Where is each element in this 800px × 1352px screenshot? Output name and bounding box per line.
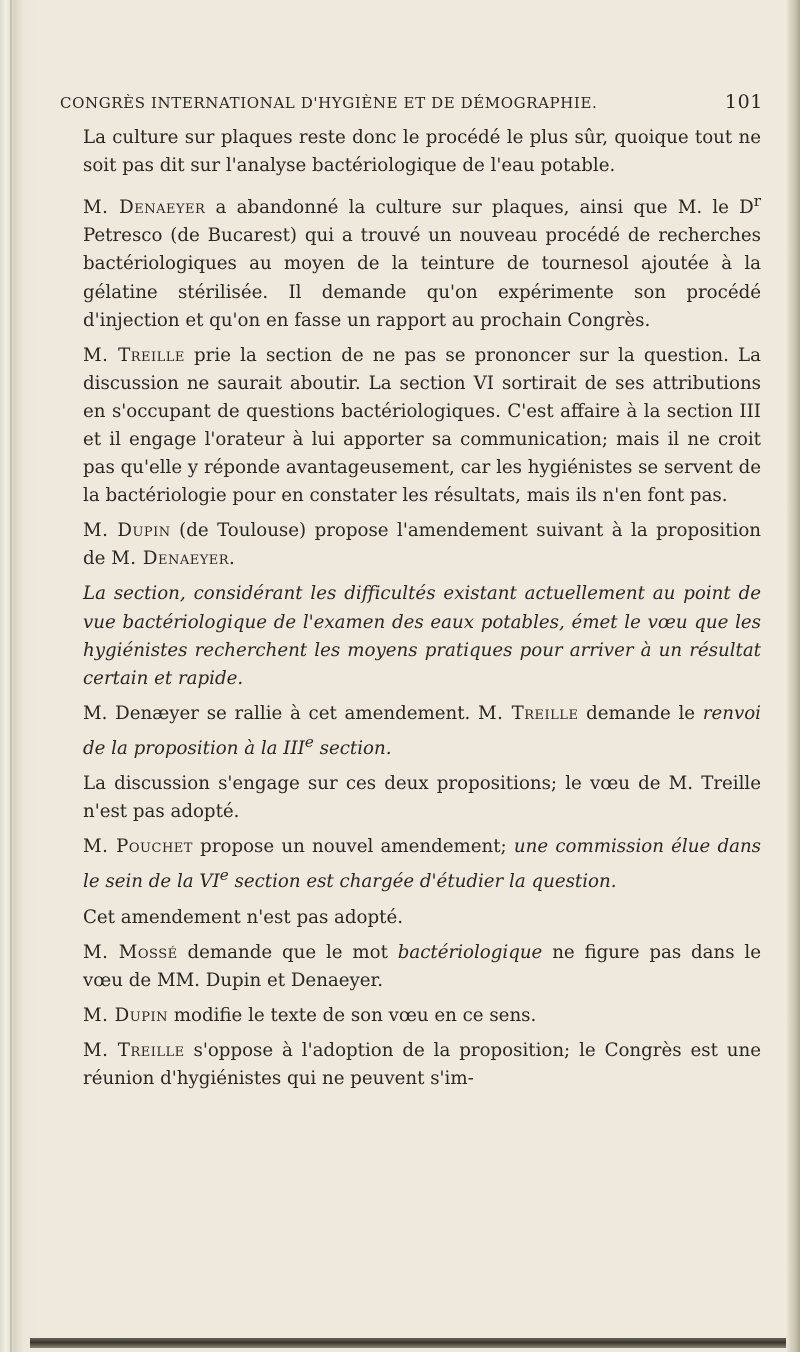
speaker-name: M. Treille: [478, 702, 579, 724]
paragraph-12: M. Treille s'oppose à l'adoption de la proposition; le Congrès est une réunion d'hygiénistes qui ne peuvent s'im-: [83, 1039, 761, 1089]
running-header-title: CONGRÈS INTERNATIONAL D'HYGIÈNE ET DE DÉMOGRAPHIE.: [60, 94, 598, 112]
book-spine-shadow: [0, 0, 42, 1352]
page-gutter-line: [10, 0, 12, 1352]
speaker-name: M. Treille: [83, 1039, 185, 1061]
body-text: [83, 124, 761, 1093]
paragraph-1: La culture sur plaques reste donc le procédé le plus sûr, quoique tout ne soit pas dit sur l'analyse bactériologique de l'eau potable.: [83, 127, 761, 177]
speaker-name: M. Dupin: [83, 1004, 168, 1026]
speaker-name: M. Denaeyer: [83, 197, 206, 219]
paragraph-4: M. Dupin (de Toulouse) propose l'amendement suivant à la proposition de M. Denaeyer.: [83, 520, 761, 570]
paragraph-6: M. Denæyer se rallie à cet amendement. M. Treille demande le renvoi de la proposition à la IIIe section.: [83, 702, 761, 759]
paragraph-2: M. Denaeyer a abandonné la culture sur plaques, ainsi que M. le $D^r$ Petresco (de Bucarest) qui a trouvé un nouveau procédé de recherches bactériologiques au moyen de la teinture de tournesol ajoutée à la gélatine stérilisée. Il demande qu'on expérimente son procédé d'injection et qu'on en fasse un rapport au prochain Congrès.: [83, 192, 761, 331]
speaker-name: M. Dupin: [83, 520, 171, 542]
speaker-name: M. Denaeyer.: [111, 548, 236, 570]
paragraph-7: La discussion s'engage sur ces deux propositions; le vœu de M. Treille n'est pas adopté.: [83, 773, 761, 823]
speaker-name: M. Mossé: [83, 941, 178, 963]
paragraph-9: Cet amendement n'est pas adopté.: [83, 906, 403, 928]
page-number: 101: [724, 91, 763, 113]
page-bottom-edge: [30, 1338, 786, 1348]
paragraph-5-amendment: La section, considérant les difficultés existant actuellement au point de vue bactériologique de l'examen des eaux potables, émet le vœu que les hygiénistes recherchent les moyens pratiques pour arriver à un résultat certain et rapide.: [83, 583, 761, 689]
paragraph-10: M. Mossé demande que le mot bactériologique ne figure pas dans le vœu de MM. Dupin et Denaeyer.: [83, 941, 761, 991]
paragraph-3: M. Treille prie la section de ne pas se prononcer sur la question. La discussion ne saurait aboutir. La section VI sortirait de ses attributions en s'occupant de questions bactériologiques. C'est affaire à la section III et il engage l'orateur à lui apporter sa communication; mais il ne croit pas qu'elle y réponde avantageusement, car les hygiénistes se servent de la bactériologie pour en constater les résultats, mais ils n'en font pas.: [83, 344, 761, 507]
paragraph-8: M. Pouchet propose un nouvel amendement; une commission élue dans le sein de la VIe section est chargée d'étudier la question.: [83, 836, 761, 893]
speaker-name: M. Pouchet: [83, 836, 193, 858]
speaker-name: M. Treille: [83, 344, 185, 366]
page-edge: [786, 0, 800, 1352]
paragraph-11: M. Dupin modifie le texte de son vœu en ce sens.: [83, 1004, 537, 1026]
running-header: [60, 91, 763, 113]
